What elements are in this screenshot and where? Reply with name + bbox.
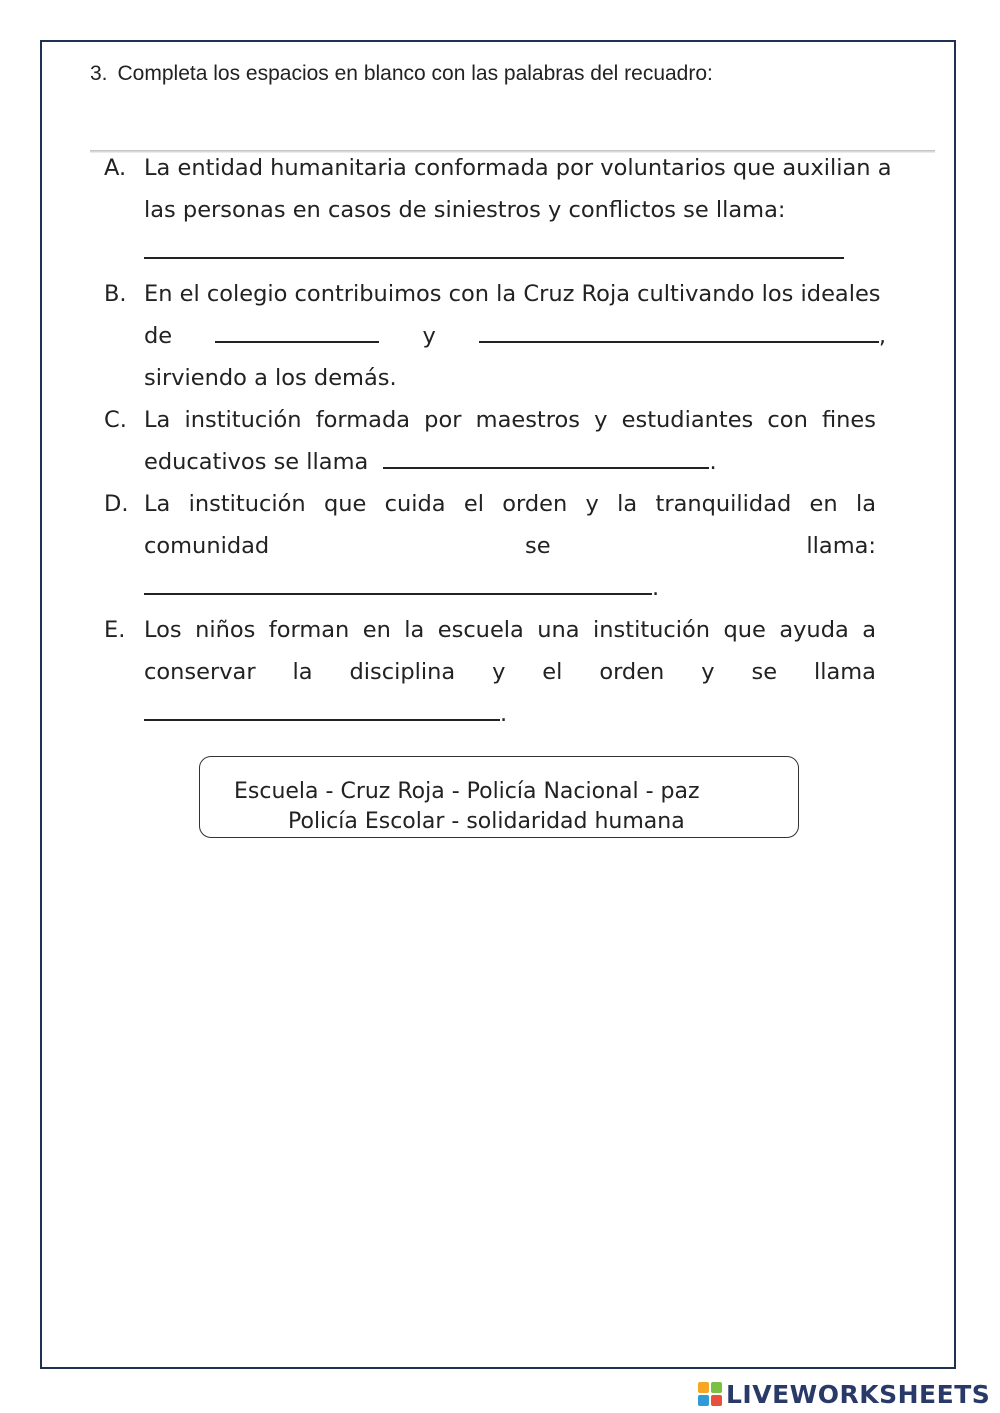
instruction-number: 3. [90, 62, 108, 85]
item-e-line-2 [144, 651, 876, 693]
item-letter: D. [104, 491, 129, 517]
item-text: sirviendo a los demás. [144, 365, 397, 391]
item-text: . [709, 449, 717, 475]
liveworksheets-logo [698, 1378, 990, 1410]
item-text: orden [599, 659, 665, 685]
item-e-line-1 [144, 609, 876, 651]
item-text: , [878, 323, 887, 349]
item-letter: E. [104, 617, 126, 643]
word-bank-line-2: Policía Escolar - solidaridad humana [288, 809, 685, 834]
item-letter: A. [104, 155, 127, 181]
item-e-line-3 [144, 693, 876, 735]
item-text: educativos se llama [144, 449, 369, 475]
item-text: La institución formada por maestros y estudiantes con fines [144, 407, 876, 433]
item-b-line-2 [144, 315, 887, 357]
item-text: . [500, 701, 508, 727]
item-c [104, 399, 876, 483]
answer-blank[interactable] [144, 693, 500, 721]
item-d-line-3 [144, 567, 876, 609]
item-text: se [751, 659, 778, 685]
item-a-line-3 [144, 231, 876, 273]
item-b-line-3 [144, 357, 876, 399]
item-text: Los niños forman en la escuela una institución que ayuda a [144, 617, 876, 643]
item-text: y [701, 659, 715, 685]
item-text: En el colegio contribuimos con la Cruz Roja cultivando los ideales [144, 281, 881, 307]
item-text: y [492, 659, 506, 685]
item-text: la [292, 659, 313, 685]
item-text: las personas en casos de siniestros y conflictos se llama: [144, 197, 786, 223]
answer-blank[interactable] [383, 441, 709, 469]
item-d-line-1 [144, 483, 876, 525]
item-b-line-1 [144, 273, 881, 315]
answer-blank[interactable] [479, 315, 879, 343]
liveworksheets-logo-icon [698, 1382, 722, 1406]
instruction-text: Completa los espacios en blanco con las palabras del recuadro: [117, 62, 713, 85]
item-letter: B. [104, 281, 127, 307]
item-text: comunidad [144, 533, 270, 559]
item-text: llama [813, 659, 876, 685]
word-bank-box [199, 756, 799, 838]
item-text: llama: [806, 533, 876, 559]
answer-blank[interactable] [144, 231, 844, 259]
item-text: de [144, 323, 173, 349]
item-text: conservar [144, 659, 256, 685]
item-text: y [422, 323, 436, 349]
instruction [90, 62, 713, 86]
liveworksheets-text: LIVEWORKSHEETS [726, 1379, 991, 1409]
item-a [104, 147, 892, 273]
item-letter: C. [104, 407, 127, 433]
item-d [104, 483, 876, 609]
item-text: La entidad humanitaria conformada por voluntarios que auxilian a [144, 155, 892, 181]
item-text: . [652, 575, 660, 601]
item-text: La institución que cuida el orden y la tranquilidad en la [144, 491, 876, 517]
item-d-line-2 [144, 525, 876, 567]
item-e [104, 609, 876, 735]
word-bank-line-1: Escuela - Cruz Roja - Policía Nacional - paz [234, 779, 700, 804]
item-text: se [525, 533, 551, 559]
item-c-line-2 [144, 441, 876, 483]
answer-blank[interactable] [144, 567, 652, 595]
item-text: disciplina [349, 659, 456, 685]
answer-blank[interactable] [215, 315, 379, 343]
item-a-line-1 [144, 147, 892, 189]
item-b [104, 273, 887, 399]
item-c-line-1 [144, 399, 876, 441]
item-text: el [542, 659, 563, 685]
item-a-line-2 [144, 189, 876, 231]
